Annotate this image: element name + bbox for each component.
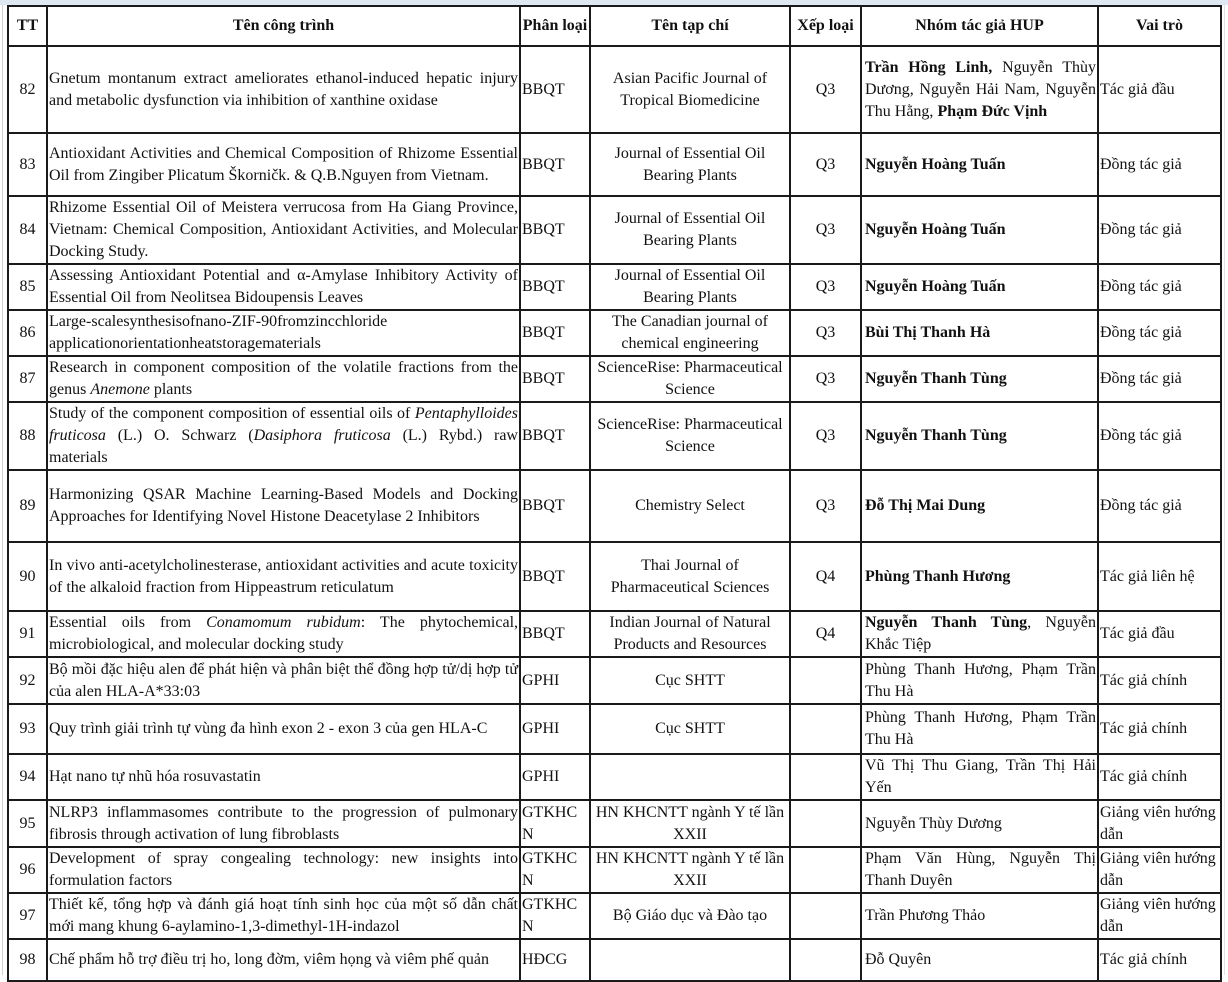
row-number: 87 — [8, 356, 47, 402]
author-name-bold: Nguyễn Hoàng Tuấn — [865, 278, 1006, 295]
title-segment: plants — [149, 381, 193, 398]
author-name: Phạm Văn Hùng, Nguyễn Thị Thanh Duyên — [865, 850, 1096, 889]
author-role: Tác giả chính — [1098, 704, 1221, 754]
author-role: Giảng viên hướng dẫn — [1098, 847, 1221, 893]
publication-title — [47, 356, 520, 402]
journal-name: HN KHCNTT ngành Y tế lần XXII — [590, 847, 790, 893]
rank: Q3 — [790, 402, 861, 470]
author-name-bold: Phùng Thanh Hương — [865, 567, 1011, 585]
author-name-bold: Nguyễn Thanh Tùng — [865, 370, 1007, 387]
journal-name: ScienceRise: Pharmaceutical Science — [590, 402, 790, 470]
author-name-bold: Trần Hồng Linh, — [865, 58, 993, 76]
journal-name: ScienceRise: Pharmaceutical Science — [590, 356, 790, 402]
author-role: Đồng tác giả — [1098, 196, 1221, 264]
author-role: Tác giả đầu — [1098, 46, 1221, 133]
row-number: 89 — [8, 470, 47, 542]
publication-title — [47, 542, 520, 611]
journal-name: Asian Pacific Journal of Tropical Biomedicine — [590, 46, 790, 133]
classification: BBQT — [520, 402, 590, 470]
classification: GTKHCN — [520, 847, 590, 893]
title-segment: Quy trình giải trình tự vùng đa hình exon 2 - exon 3 của gen HLA-C — [49, 720, 488, 737]
author-name: Trần Phương Thảo — [865, 907, 986, 924]
title-segment: Chế phẩm hỗ trợ điều trị ho, long đờm, viêm họng và viêm phế quản — [49, 951, 489, 968]
publication-title — [47, 847, 520, 893]
publication-title — [47, 310, 520, 356]
author-role: Tác giả đầu — [1098, 611, 1221, 657]
title-segment: Thiết kế, tổng hợp và đánh giá hoạt tính sinh học của một số dẫn chất mới mang khung 6-aylamino-1,3-dimethyl-1H-indazol — [49, 896, 518, 935]
author-group — [861, 847, 1098, 893]
author-name: Vũ Thị Thu Giang, Trần Thị Hải Yến — [865, 757, 1096, 796]
header-row — [8, 6, 1221, 46]
journal-name: Thai Journal of Pharmaceutical Sciences — [590, 542, 790, 611]
table-row — [8, 611, 1221, 657]
table-row — [8, 847, 1221, 893]
author-role: Tác giả chính — [1098, 939, 1221, 981]
title-segment: Pentaphylloides fruticosa — [49, 405, 518, 444]
table-row — [8, 893, 1221, 939]
journal-name: Cục SHTT — [590, 704, 790, 754]
row-number: 98 — [8, 939, 47, 981]
author-group — [861, 611, 1098, 657]
publication-title — [47, 754, 520, 800]
header-tt: TT — [8, 6, 47, 46]
classification: BBQT — [520, 542, 590, 611]
table-row — [8, 356, 1221, 402]
rank — [790, 847, 861, 893]
table-row — [8, 196, 1221, 264]
author-role: Đồng tác giả — [1098, 310, 1221, 356]
rank: Q4 — [790, 611, 861, 657]
author-group — [861, 196, 1098, 264]
author-group — [861, 704, 1098, 754]
rank: Q3 — [790, 196, 861, 264]
author-group — [861, 939, 1098, 981]
author-name-bold: Nguyễn Thanh Tùng — [865, 427, 1007, 444]
author-role: Tác giả liên hệ — [1098, 542, 1221, 611]
rank — [790, 657, 861, 704]
author-name: Nguyễn Thùy Dương, Nguyễn Hải Nam, Nguyễn Thu Hằng, — [865, 58, 1096, 120]
header-rank: Xếp loại — [790, 6, 861, 46]
title-segment: Research in component composition of the volatile fractions from the genus — [49, 359, 518, 398]
author-group — [861, 264, 1098, 310]
table-row — [8, 133, 1221, 196]
title-segment: In vivo anti-acetylcholinesterase, antioxidant activities and acute toxicity of the alkaloid fraction from Hippeastrum reticulatum — [49, 556, 518, 596]
table-row — [8, 310, 1221, 356]
classification: BBQT — [520, 46, 590, 133]
publications-table — [7, 5, 1222, 982]
classification: BBQT — [520, 611, 590, 657]
row-number: 94 — [8, 754, 47, 800]
title-segment: Large-scalesynthesisofnano-ZIF-90fromzincchloride applicationorientationheatstoragematerials — [49, 313, 388, 352]
title-segment: Assessing Antioxidant Potential and α-Amylase Inhibitory Activity of Essential Oil from Neolitsea Bidoupensis Leaves — [49, 267, 518, 306]
table-row — [8, 264, 1221, 310]
classification: BBQT — [520, 310, 590, 356]
author-name-bold: Phạm Đức Vịnh — [937, 102, 1048, 120]
table-row — [8, 704, 1221, 754]
publication-title — [47, 611, 520, 657]
table-row — [8, 46, 1221, 133]
header-authors: Nhóm tác giả HUP — [861, 6, 1098, 46]
publication-title — [47, 264, 520, 310]
author-role: Đồng tác giả — [1098, 264, 1221, 310]
title-segment: Dasiphora fruticosa — [253, 427, 391, 444]
classification: BBQT — [520, 196, 590, 264]
author-role: Giảng viên hướng dẫn — [1098, 800, 1221, 847]
author-group — [861, 133, 1098, 196]
classification: BBQT — [520, 470, 590, 542]
table-body — [8, 46, 1221, 981]
rank — [790, 704, 861, 754]
author-group — [861, 800, 1098, 847]
title-segment: Gnetum montanum extract ameliorates ethanol-induced hepatic injury and metabolic dysfunction via inhibition of xanthine oxidase — [49, 69, 518, 109]
author-group — [861, 893, 1098, 939]
table-row — [8, 542, 1221, 611]
rank — [790, 800, 861, 847]
classification: GPHI — [520, 754, 590, 800]
publication-title — [47, 46, 520, 133]
author-role: Đồng tác giả — [1098, 470, 1221, 542]
author-group — [861, 46, 1098, 133]
classification: GTKHCN — [520, 800, 590, 847]
journal-name: Journal of Essential Oil Bearing Plants — [590, 264, 790, 310]
author-name-bold: Nguyễn Hoàng Tuấn — [865, 221, 1006, 238]
classification: GPHI — [520, 657, 590, 704]
rank: Q3 — [790, 310, 861, 356]
title-segment: Study of the component composition of essential oils of — [49, 405, 415, 422]
title-segment: Rhizome Essential Oil of Meistera verrucosa from Ha Giang Province, Vietnam: Chemical Composition, Antioxidant Activities, and Molecular Docking Study. — [49, 199, 518, 260]
classification: GPHI — [520, 704, 590, 754]
publication-title — [47, 893, 520, 939]
classification: BBQT — [520, 133, 590, 196]
title-segment: Development of spray congealing technology: new insights into formulation factors — [49, 850, 518, 889]
table-row — [8, 657, 1221, 704]
author-role: Đồng tác giả — [1098, 356, 1221, 402]
title-segment: Essential oils from — [49, 614, 207, 631]
journal-name — [590, 754, 790, 800]
author-role: Giảng viên hướng dẫn — [1098, 893, 1221, 939]
row-number: 95 — [8, 800, 47, 847]
row-number: 85 — [8, 264, 47, 310]
classification: GTKHCN — [520, 893, 590, 939]
publication-title — [47, 657, 520, 704]
title-segment: Hạt nano tự nhũ hóa rosuvastatin — [49, 768, 261, 785]
title-segment: Anemone — [90, 381, 150, 398]
publication-title — [47, 939, 520, 981]
row-number: 84 — [8, 196, 47, 264]
author-role: Đồng tác giả — [1098, 402, 1221, 470]
row-number: 96 — [8, 847, 47, 893]
rank: Q3 — [790, 356, 861, 402]
publication-title — [47, 704, 520, 754]
title-segment: : The phytochemical, microbiological, and molecular docking study — [49, 614, 519, 653]
author-name: Phùng Thanh Hương, Phạm Trần Thu Hà — [865, 709, 1096, 748]
row-number: 83 — [8, 133, 47, 196]
journal-name — [590, 939, 790, 981]
title-segment: (L.) O. Schwarz ( — [105, 427, 254, 444]
title-segment: Harmonizing QSAR Machine Learning-Based Models and Docking Approaches for Identifying Novel Histone Deacetylase 2 Inhibitors — [49, 486, 518, 525]
author-name-bold: Bùi Thị Thanh Hà — [865, 324, 991, 341]
publication-title — [47, 800, 520, 847]
table-row — [8, 939, 1221, 981]
journal-name: Bộ Giáo dục và Đào tạo — [590, 893, 790, 939]
author-group — [861, 310, 1098, 356]
journal-name: Journal of Essential Oil Bearing Plants — [590, 133, 790, 196]
title-segment: Antioxidant Activities and Chemical Composition of Rhizome Essential Oil from Zingiber Plicatum Škorničk. & Q.B.Nguyen from Vietnam. — [49, 144, 518, 184]
left-border-line — [2, 5, 3, 975]
header-journal: Tên tạp chí — [590, 6, 790, 46]
rank — [790, 939, 861, 981]
publication-title — [47, 402, 520, 470]
table-row — [8, 754, 1221, 800]
author-role: Đồng tác giả — [1098, 133, 1221, 196]
row-number: 82 — [8, 46, 47, 133]
author-role: Tác giả chính — [1098, 754, 1221, 800]
classification: BBQT — [520, 356, 590, 402]
row-number: 91 — [8, 611, 47, 657]
row-number: 92 — [8, 657, 47, 704]
right-border-line — [1224, 5, 1225, 975]
publication-title — [47, 133, 520, 196]
title-segment: NLRP3 inflammasomes contribute to the progression of pulmonary fibrosis through activation of lung fibroblasts — [49, 803, 518, 843]
author-name-bold: Nguyễn Hoàng Tuấn — [865, 155, 1006, 173]
author-name: Nguyễn Thùy Dương — [865, 814, 1002, 832]
publication-title — [47, 196, 520, 264]
row-number: 93 — [8, 704, 47, 754]
row-number: 97 — [8, 893, 47, 939]
header-role: Vai trò — [1098, 6, 1221, 46]
table-row — [8, 402, 1221, 470]
row-number: 88 — [8, 402, 47, 470]
header-classification: Phân loại — [520, 6, 590, 46]
row-number: 90 — [8, 542, 47, 611]
classification: BBQT — [520, 264, 590, 310]
rank: Q4 — [790, 542, 861, 611]
rank: Q3 — [790, 470, 861, 542]
journal-name: Indian Journal of Natural Products and Resources — [590, 611, 790, 657]
journal-name: Cục SHTT — [590, 657, 790, 704]
author-group — [861, 754, 1098, 800]
journal-name: HN KHCNTT ngành Y tế lần XXII — [590, 800, 790, 847]
author-name-bold: Nguyễn Thanh Tùng — [865, 614, 1028, 631]
row-number: 86 — [8, 310, 47, 356]
title-segment: Conamomum rubidum — [206, 614, 361, 631]
rank — [790, 893, 861, 939]
author-group — [861, 657, 1098, 704]
author-name-bold: Đỗ Thị Mai Dung — [865, 497, 986, 514]
journal-name: Journal of Essential Oil Bearing Plants — [590, 196, 790, 264]
author-name: Đỗ Quyên — [865, 951, 932, 968]
rank: Q3 — [790, 264, 861, 310]
author-name: Phùng Thanh Hương, Phạm Trần Thu Hà — [865, 660, 1096, 700]
author-role: Tác giả chính — [1098, 657, 1221, 704]
rank — [790, 754, 861, 800]
author-group — [861, 356, 1098, 402]
author-group — [861, 542, 1098, 611]
classification: HĐCG — [520, 939, 590, 981]
journal-name: Chemistry Select — [590, 470, 790, 542]
author-group — [861, 470, 1098, 542]
table-row — [8, 470, 1221, 542]
publication-title — [47, 470, 520, 542]
table-row — [8, 800, 1221, 847]
author-group — [861, 402, 1098, 470]
header-title: Tên công trình — [47, 6, 520, 46]
title-segment: (L.) Rybd.) raw materials — [49, 427, 518, 466]
author-name: , Nguyễn Khắc Tiệp — [865, 614, 1097, 653]
journal-name: The Canadian journal of chemical engineering — [590, 310, 790, 356]
title-segment: Bộ mồi đặc hiệu alen để phát hiện và phân biệt thể đồng hợp tử/dị hợp tử của alen HLA-A*33:03 — [49, 660, 518, 700]
rank: Q3 — [790, 133, 861, 196]
rank: Q3 — [790, 46, 861, 133]
